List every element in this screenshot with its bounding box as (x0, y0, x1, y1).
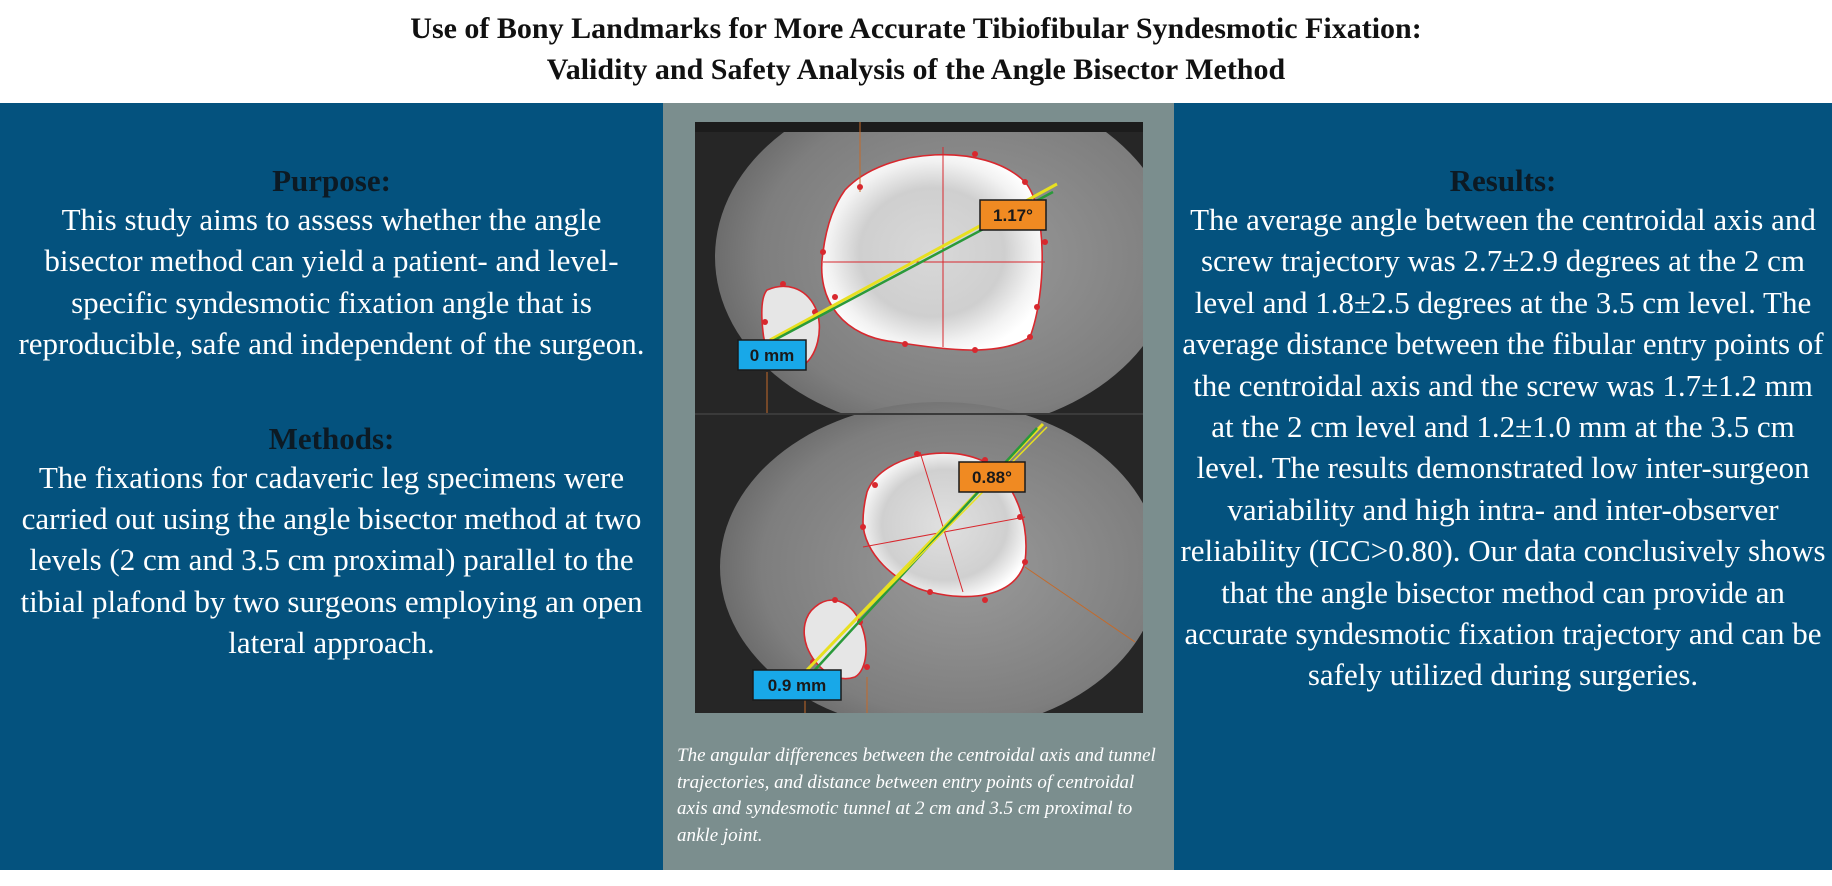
bottom-angle-value: 0.88° (972, 468, 1012, 487)
top-angle-value: 1.17° (993, 206, 1033, 225)
purpose-text: This study aims to assess whether the angle bisector method can yield a patient- and level-specific syndesmotic fixation angle that is reproducible, safe and independent of the surgeon. (18, 202, 645, 362)
ct-slice-top (695, 122, 1143, 432)
figure-caption: The angular differences between the centroidal axis and tunnel trajectories, and distance between entry points of centroidal axis and syndesmotic tunnel at 2 cm and 3.5 cm proximal to ankle joint. (677, 745, 1156, 846)
bottom-distance-label (753, 670, 841, 700)
top-distance-value: 0 mm (749, 346, 795, 365)
methods-heading: Methods: (268, 420, 395, 456)
bottom-strip (0, 870, 1832, 886)
top-distance-label (738, 340, 806, 370)
methods-text: The fixations for cadaveric leg specimens were carried out using the angle bisector method at two levels (2 cm and 3.5 cm proximal) parallel to the tibial plafond by two surgeons employing an open lateral approach. (20, 459, 643, 661)
results-text: The average angle between the centroidal axis and screw trajectory was 2.7±2.9 degrees at the 2 cm level and 1.8±2.5 degrees at the 3.5 cm level. The average distance between the fibular entry points of the centroidal axis and the screw was 1.7±1.2 mm at the 2 cm level and 1.2±1.0 mm at the 3.5 cm level. The results demonstrated low inter-surgeon variability and high intra- and inter-observer reliability (ICC>0.80). Our data conclusively shows that the angle bisector method can provide an accurate syndesmotic fixation trajectory and can be safely utilized during surgeries. (1180, 202, 1826, 693)
figure-column (663, 103, 1174, 870)
results-heading: Results: (1449, 163, 1557, 198)
ct-slice-bottom (695, 402, 1143, 713)
right-column (1174, 103, 1832, 870)
poster-header (0, 0, 1832, 103)
bottom-distance-value: 0.9 mm (767, 676, 827, 695)
bottom-angle-label (959, 462, 1025, 492)
top-angle-label (980, 200, 1046, 230)
purpose-heading: Purpose: (272, 163, 391, 198)
ct-figure (695, 122, 1143, 713)
title-line-2: Validity and Safety Analysis of the Angle Bisector Method (546, 53, 1286, 86)
left-column (0, 103, 663, 870)
title-line-1: Use of Bony Landmarks for More Accurate Tibiofibular Syndesmotic Fixation: (410, 12, 1422, 45)
